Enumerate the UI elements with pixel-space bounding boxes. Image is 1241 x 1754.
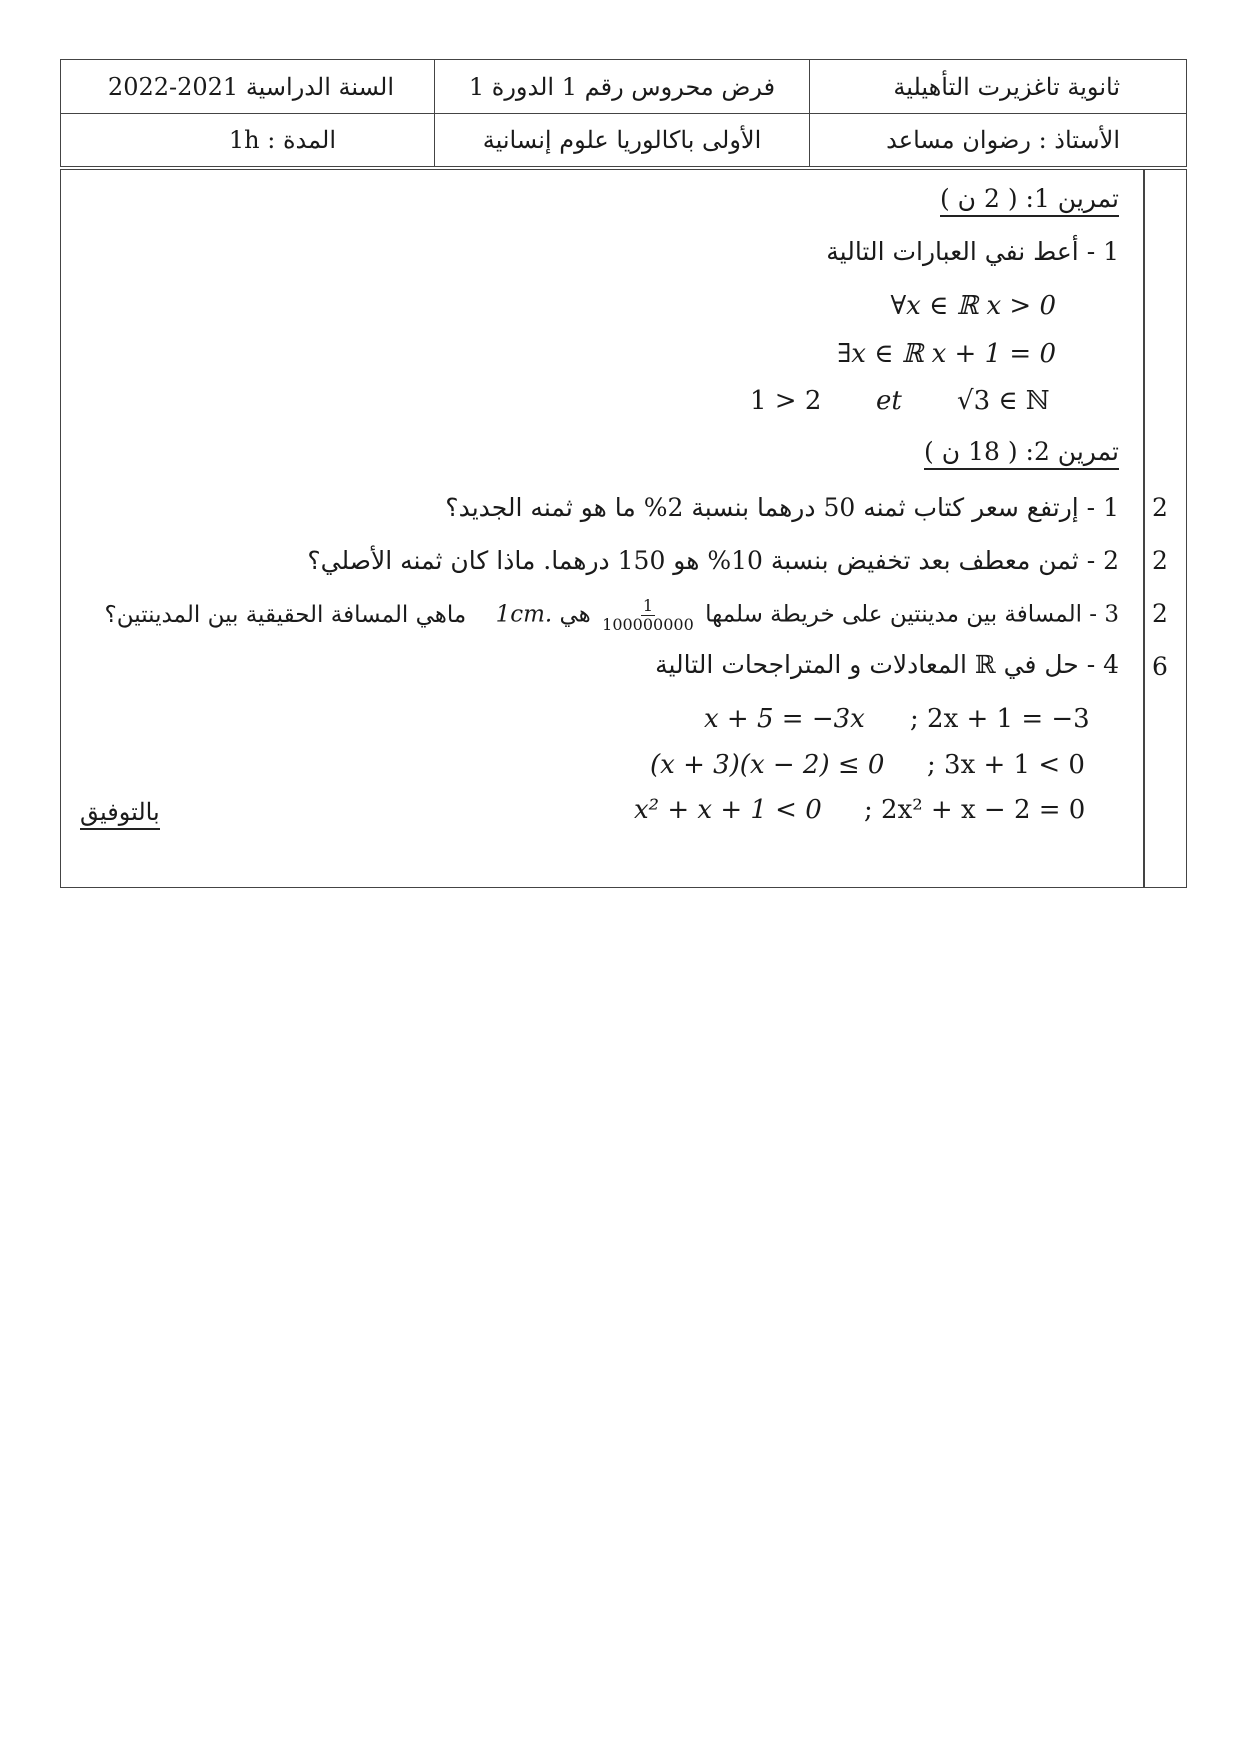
closing-wish: بالتوفيق [80, 798, 160, 826]
header-row-1 [61, 60, 1186, 114]
school-year: السنة الدراسية 2021-2022 [61, 60, 435, 113]
inequality-1: (x + 3)(x − 2) ≤ 0 [650, 750, 885, 780]
header-table [60, 59, 1187, 167]
inequality-2: ; 3x + 1 < 0 [927, 750, 1085, 780]
exam-title: فرض محروس رقم 1 الدورة 1 [435, 60, 810, 113]
exercise1-title: تمرين 1: ( 2 ن ) [940, 184, 1119, 213]
score-q3: 2 [1152, 599, 1168, 628]
class-level: الأولى باكالوريا علوم إنسانية [435, 113, 810, 166]
exercise2-question3: 3 - المسافة بين مدينتين على خريطة سلمها $\frac{1}{100000000}$ هي 1cm. ماهي المسافة الحقيقية بين المدينتين؟ [104, 596, 1119, 634]
score-q1: 2 [1152, 493, 1168, 522]
score-column-divider [1143, 170, 1145, 887]
statement-3-connector: et [876, 386, 902, 416]
header-row-2 [61, 113, 1186, 166]
exercise1-question1: 1 - أعط نفي العبارات التالية [826, 237, 1119, 266]
exercise2-question2: 2 - ثمن معطف بعد تخفيض بنسبة 10% هو 150 درهما. ماذا كان ثمنه الأصلي؟ [307, 546, 1119, 575]
statement-1: ∀x ∈ ℝ x > 0 [890, 291, 1056, 321]
exercise2-question4: 4 - حل في ℝ المعادلات و المتراجحات التالية [655, 650, 1119, 679]
exercise2-title: تمرين 2: ( 18 ن ) [924, 437, 1119, 466]
equation-3: ; 2x² + x − 2 = 0 [864, 795, 1086, 825]
statement-2: ∃x ∈ ℝ x + 1 = 0 [837, 339, 1056, 369]
school-name: ثانوية تاغزيرت التأهيلية [893, 72, 1120, 101]
map-scale-fraction: $\frac{1}{100000000}$ [602, 596, 694, 634]
exam-body [60, 169, 1187, 888]
exercise2-question1: 1 - إرتفع سعر كتاب ثمنه 50 درهما بنسبة 2% ما هو ثمنه الجديد؟ [445, 493, 1119, 522]
equation-2: ; 2x + 1 = −3 [910, 704, 1090, 734]
teacher-name: الأستاذ : رضوان مساعد [886, 125, 1120, 154]
statement-3-right: √3 ∈ ℕ [957, 386, 1050, 416]
score-q2: 2 [1152, 546, 1168, 575]
equation-1: x + 5 = −3x [704, 704, 865, 734]
inequality-3: x² + x + 1 < 0 [634, 795, 822, 825]
duration: المدة : 1h [61, 113, 435, 166]
statement-3-left: 1 > 2 [750, 386, 822, 416]
score-q4: 6 [1152, 652, 1168, 681]
